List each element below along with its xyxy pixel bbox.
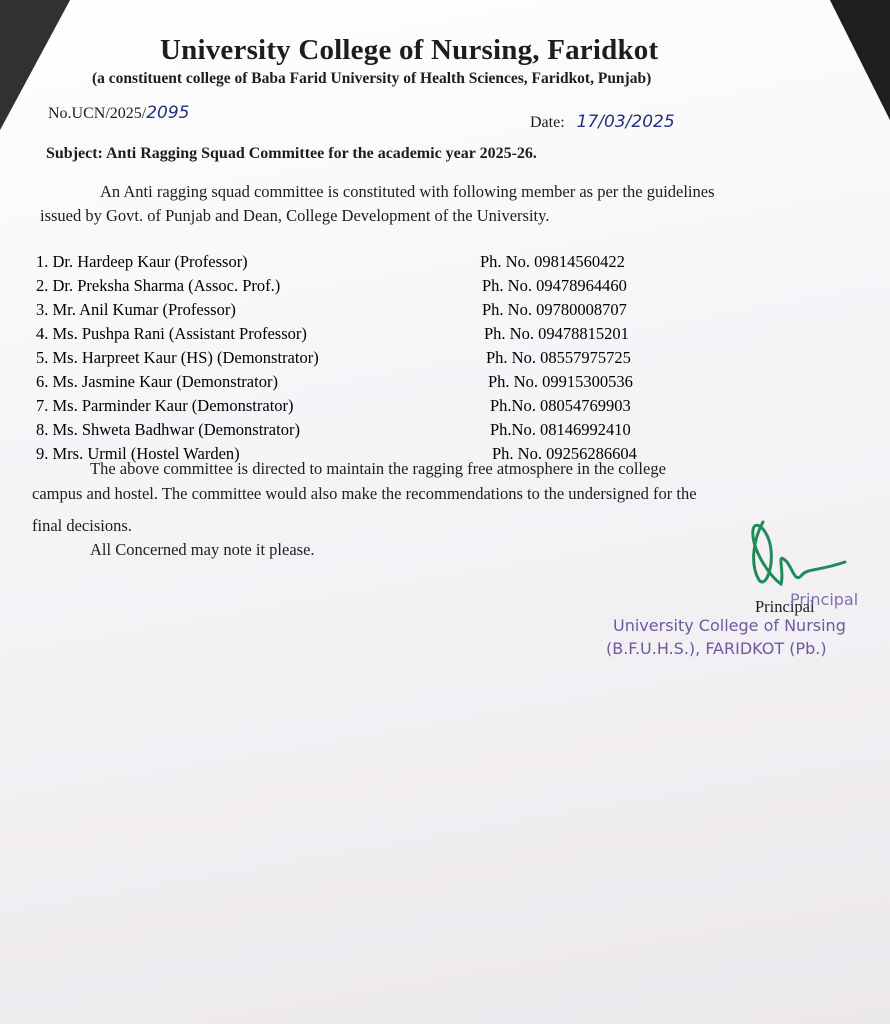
member-phone: Ph. No. 09478815201 xyxy=(484,324,629,343)
closing-line-1: The above committee is directed to maintain the ragging free atmosphere in the college xyxy=(90,459,666,478)
signature-graphic xyxy=(735,510,855,595)
list-item xyxy=(36,276,676,300)
note-line: All Concerned may note it please. xyxy=(90,540,315,559)
member-name: 1. Dr. Hardeep Kaur (Professor) xyxy=(36,252,248,271)
closing-line-2: campus and hostel. The committee would also make the recommendations to the undersigned for the xyxy=(32,484,697,503)
member-phone: Ph. No. 08557975725 xyxy=(486,348,631,367)
member-name: 2. Dr. Preksha Sharma (Assoc. Prof.) xyxy=(36,276,281,295)
reference-prefix: No.UCN/2025/ xyxy=(48,105,147,122)
document-date xyxy=(530,112,675,132)
list-item xyxy=(36,420,676,444)
date-label: Date: xyxy=(530,114,565,131)
document-title: University College of Nursing, Faridkot xyxy=(160,34,659,66)
signatory-label: Principal xyxy=(755,597,815,616)
member-name: 5. Ms. Harpreet Kaur (HS) (Demonstrator) xyxy=(36,348,319,367)
list-item xyxy=(36,372,676,396)
member-name: 6. Ms. Jasmine Kaur (Demonstrator) xyxy=(36,372,278,391)
member-name: 9. Mrs. Urmil (Hostel Warden) xyxy=(36,444,240,463)
intro-line-2: issued by Govt. of Punjab and Dean, College Development of the University. xyxy=(40,206,550,225)
stamp-location: (B.F.U.H.S.), FARIDKOT (Pb.) xyxy=(606,639,827,658)
stamp-title: Principal xyxy=(790,590,859,609)
member-phone: Ph. No. 09780008707 xyxy=(482,300,627,319)
member-phone: Ph.No. 08146992410 xyxy=(490,420,631,439)
member-name: 4. Ms. Pushpa Rani (Assistant Professor) xyxy=(36,324,307,343)
date-handwritten-value: 17/03/2025 xyxy=(576,112,675,132)
list-item xyxy=(36,348,676,372)
reference-number xyxy=(48,103,190,123)
member-list xyxy=(36,252,676,468)
list-item xyxy=(36,300,676,324)
member-phone: Ph. No. 09814560422 xyxy=(480,252,625,271)
member-name: 3. Mr. Anil Kumar (Professor) xyxy=(36,300,236,319)
member-name: 8. Ms. Shweta Badhwar (Demonstrator) xyxy=(36,420,300,439)
stamp-college: University College of Nursing xyxy=(613,616,846,635)
list-item xyxy=(36,252,676,276)
reference-handwritten-number: 2095 xyxy=(146,103,190,123)
member-phone: Ph. No. 09256286604 xyxy=(492,444,637,463)
closing-line-3: final decisions. xyxy=(32,516,132,535)
member-name: 7. Ms. Parminder Kaur (Demonstrator) xyxy=(36,396,294,415)
member-phone: Ph. No. 09915300536 xyxy=(488,372,633,391)
list-item xyxy=(36,324,676,348)
subject-line: Subject: Anti Ragging Squad Committee for the academic year 2025-26. xyxy=(46,145,537,162)
intro-line-1: An Anti ragging squad committee is constituted with following member as per the guidelines xyxy=(100,182,715,201)
document-subtitle: (a constituent college of Baba Farid University of Health Sciences, Faridkot, Punjab) xyxy=(92,70,652,87)
member-phone: Ph. No. 09478964460 xyxy=(482,276,627,295)
list-item xyxy=(36,396,676,420)
member-phone: Ph.No. 08054769903 xyxy=(490,396,631,415)
